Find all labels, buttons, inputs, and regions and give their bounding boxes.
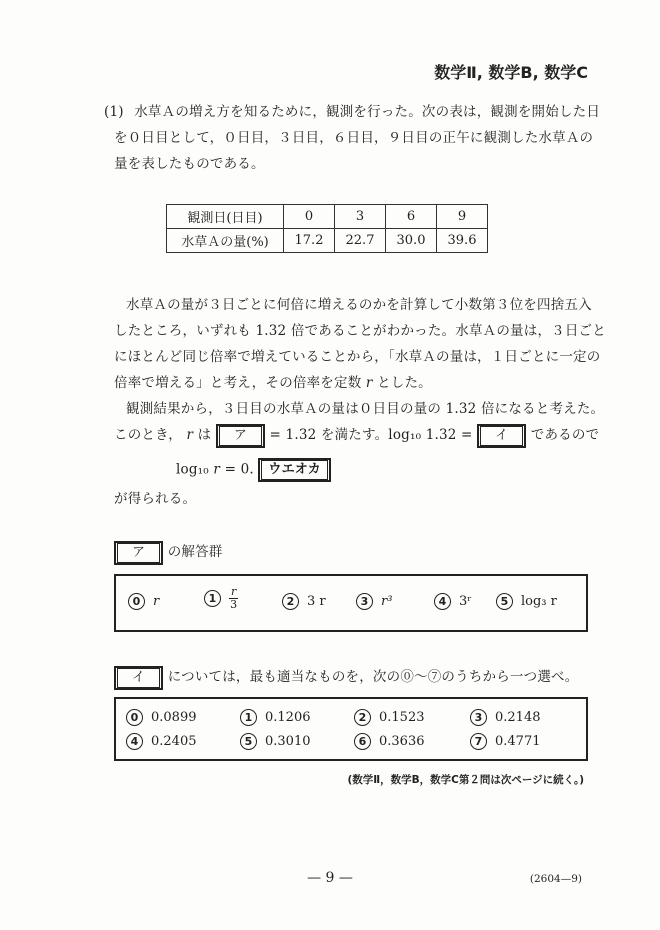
answer-box-ueoka[interactable]: ウエオカ [258,458,330,482]
table-cell: 0 [284,205,335,229]
choice-a-1[interactable]: 1 $\frac{r}{3}$ [204,586,238,611]
choices-a-heading: ア の解答群 [114,540,223,565]
body-line-5: 観測結果から，３日目の水草Ａの量は０日目の量の 1.32 倍になると考えた。 [126,401,605,417]
body-line-2: したところ，いずれも 1.32 倍であることがわかった。水草Ａの量は，３日ごと [114,323,606,339]
table-header-day: 観測日(日目) [167,205,284,229]
table-cell: 17.2 [284,229,335,253]
body-line-8: が得られる。 [114,491,197,507]
continuation-note: (数学Ⅱ，数学B，数学C第２問は次ページに続く。) [347,774,584,786]
answer-box-a-label: ア [114,541,163,565]
choices-i-heading: イ については，最も適当なものを，次の⓪〜⑦のうちから一つ選べ。 [114,665,578,690]
section-header: 数学Ⅱ, 数学B, 数学C [434,63,588,82]
choice-i-4[interactable]: 4 0.2405 [126,733,197,750]
table-row [167,229,488,253]
table-cell: 3 [335,205,386,229]
answer-box-a[interactable]: ア [216,424,265,448]
body-line-3: にほとんど同じ倍率で増えていることから，「水草Ａの量は，１日ごとに一定の [114,349,601,365]
table-cell: 30.0 [386,229,437,253]
choices-a-box [114,574,588,632]
body-line-4: 倍率で増える」と考え，その倍率を定数 r とした。 [114,375,432,391]
choice-a-3[interactable]: 3 r³ [356,593,392,610]
choice-i-1[interactable]: 1 0.1206 [240,709,311,726]
choice-i-7[interactable]: 7 0.4771 [470,733,541,750]
choice-a-2[interactable]: 2 3 r [282,593,326,610]
observation-table [166,204,488,253]
body-line-7: log₁₀ r = 0. ウエオカ [176,458,331,482]
table-header-amount: 水草Ａの量(%) [167,229,284,253]
choice-a-5[interactable]: 5 log₃ r [496,593,557,610]
choices-i-box [114,697,588,761]
variable-r: r [186,427,194,443]
answer-box-i-label: イ [114,666,163,690]
choice-a-0[interactable]: 0 r [128,593,159,610]
page-number: — 9 — [307,870,353,886]
body-line-1: 水草Ａの量が３日ごとに何倍に増えるのかを計算して小数第３位を四捨五入 [126,297,592,313]
problem-number: (1) [104,104,124,120]
choice-a-4[interactable]: 4 3ʳ [434,593,472,610]
table-cell: 39.6 [437,229,488,253]
table-cell: 9 [437,205,488,229]
choice-i-5[interactable]: 5 0.3010 [240,733,311,750]
table-row [167,205,488,229]
choice-i-3[interactable]: 3 0.2148 [470,709,541,726]
variable-r: r [213,461,221,478]
intro-line-2: を０日目として，０日目，３日目，６日目，９日目の正午に観測した水草Ａの [114,130,594,146]
choice-i-2[interactable]: 2 0.1523 [354,709,425,726]
variable-r: r [365,375,373,391]
table-cell: 22.7 [335,229,386,253]
body-line-6: このとき， r は ア = 1.32 を満たす。log₁₀ 1.32 = イ であるので [114,423,599,448]
intro-line-1: (1) 水草Ａの増え方を知るために，観測を行った。次の表は，観測を開始した日 [104,104,601,120]
intro-line-3: 量を表したものである。 [114,156,265,172]
choice-i-0[interactable]: 0 0.0899 [126,709,197,726]
choice-i-6[interactable]: 6 0.3636 [354,733,425,750]
page-code: (2604—9) [529,873,582,885]
table-cell: 6 [386,205,437,229]
answer-box-i[interactable]: イ [477,424,526,448]
fraction: $\frac{r}{3}$ [230,585,238,611]
